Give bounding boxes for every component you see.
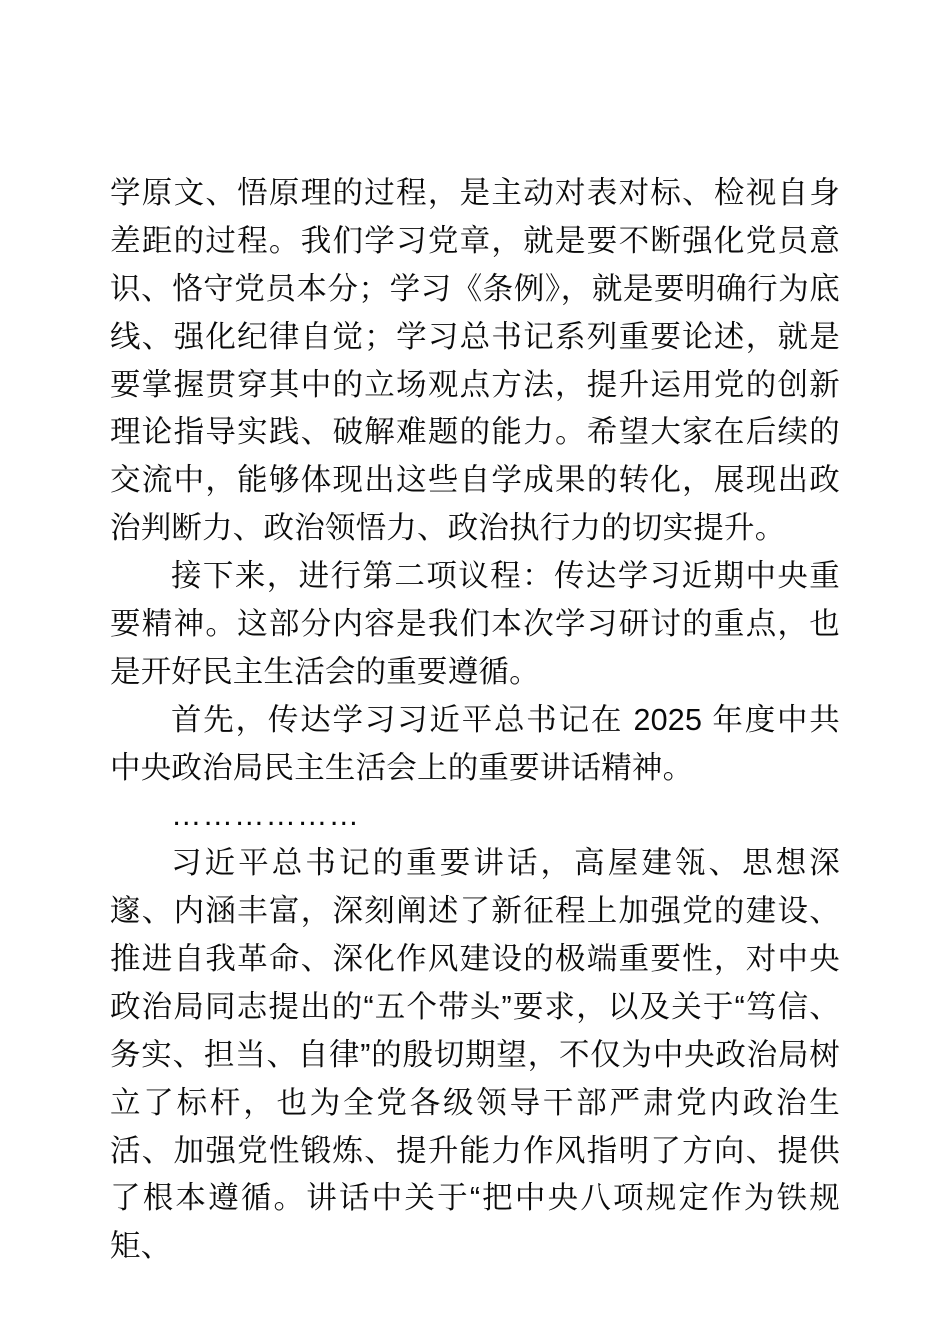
paragraph-4: 习近平总书记的重要讲话，高屋建瓴、思想深邃、内涵丰富，深刻阐述了新征程上加强党的建设、推进自我革命、深化作风建设的极端重要性，对中央政治局同志提出的“五个带头”要求，以及关于“笃信、务实、担当、自律”的殷切期望，不仅为中央政治局树立了标杆，也为全党各级领导干部严肃党内政治生活、加强党性锻炼、提升能力作风指明了方向、提供了根本遵循。讲话中关于“把中央八项规定作为铁规矩、 bbox=[110, 846, 840, 1264]
paragraph-2: 接下来，进行第二项议程：传达学习近期中央重要精神。这部分内容是我们本次学习研讨的重点，也是开好民主生活会的重要遵循。 bbox=[110, 559, 840, 689]
paragraph-ellipsis: ……………… bbox=[171, 798, 360, 833]
paragraph-1: 学原文、悟原理的过程，是主动对表对标、检视自身差距的过程。我们学习党章，就是要不断强化党员意识、恪守党员本分；学习《条例》，就是要明确行为底线、强化纪律自觉；学习总书记系列重要论述，就是要掌握贯穿其中的立场观点方法，提升运用党的创新理论指导实践、破解难题的能力。希望大家在后续的交流中，能够体现出这些自学成果的转化，展现出政治判断力、政治领悟力、政治执行力的切实提升。 bbox=[110, 176, 840, 546]
paragraph-3: 首先，传达学习习近平总书记在 2025 年度中共中央政治局民主生活会上的重要讲话精神。 bbox=[110, 702, 840, 785]
document-body bbox=[110, 170, 840, 1271]
